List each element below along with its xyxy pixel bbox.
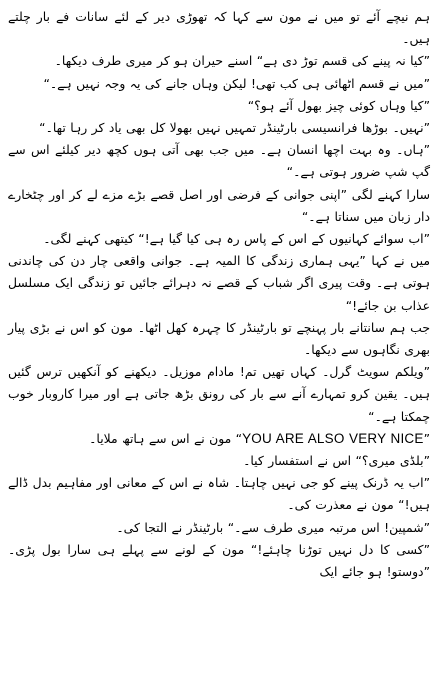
paragraph-2: ”کیا نہ پینے کی قسم توڑ دی ہے“ اسنے حیران ہو کر میری طرف دیکھا۔ <box>54 53 430 69</box>
paragraph-15: ”شمپین! اس مرتبہ میری طرف سے۔“ بارٹینڈر نے التجا کی۔ <box>116 519 430 535</box>
paragraph-7: سارا کہنے لگی ”اپنی جوانی کے فرضی اور اصل قصے بڑے مزے لے کر اور چٹخارے دار زبان میں سناتا ہے۔“ <box>8 186 430 224</box>
paragraph-11: ”ویلکم سویٹ گرل۔ کہاں تھیں تم! مادام موزیل۔ دیکھنے کو آنکھیں ترس گئیں ہیں۔ یقین کرو تمہارے آنے سے بار کی رونق بڑھ جاتی ہے اور میرا کاروبار خوب چمکتا ہے۔“ <box>8 364 430 424</box>
paragraph-1: ہم نیچے آئے تو میں نے مون سے کہا کہ تھوڑی دیر کے لئے سانات فے بار چلتے ہیں۔ <box>8 9 430 47</box>
paragraph-8: ”اب سوائے کہانیوں کے اس کے پاس رہ ہی کیا گیا ہے!“ کیتھی کہنے لگی۔ <box>43 231 430 247</box>
quote-open: ” <box>423 430 430 446</box>
paragraph-12 <box>8 428 430 450</box>
paragraph-10: جب ہم سانتانے بار پہنچے تو بارٹینڈر کا چہرہ کھل اٹھا۔ مون کو اس نے بڑی پیار بھری نگاہوں سے دیکھا۔ <box>8 319 430 358</box>
paragraph-3: ”میں نے قسم اٹھائی ہی کب تھی! لیکن وہاں جانے کی یہ وجہ نہیں ہے۔“ <box>43 75 430 91</box>
paragraph-14: ”اب یہ ڈرنک پینے کو جی نہیں چاہتا۔ شاہ نے اس کے معانی اور مفاہیم بدل ڈالے ہیں!“ مون نے معذرت کی۔ <box>8 475 430 513</box>
paragraph-4: ”کیا وہاں کوئی چیز بھول آئے ہو؟“ <box>247 97 430 113</box>
paragraph-16: ”کسی کا دل نہیں توڑنا چاہئے!“ مون کے لونے سے پہلے ہی سارا بول پڑی۔ ”دوستو! ہو جائے ایک <box>8 541 430 580</box>
paragraph-12-rest: “ مون نے اس سے ہاتھ ملایا۔ <box>89 430 243 446</box>
paragraph-9: میں نے کہا ”یہی ہماری زندگی کا المیہ ہے۔ جوانی واقعی چار دن کی چاندنی ہوتی ہے۔ وقت پیری اگر شباب کے قصے نہ دہرائے جائیں تو زندگی ایک مسلسل عذاب بن جائے!“ <box>8 253 430 313</box>
paragraph-13: ”بلڈی میری؟“ اس نے استفسار کیا۔ <box>243 453 430 469</box>
paragraph-6: ”ہاں۔ وہ بہت اچھا انسان ہے۔ میں جب بھی آتی ہوں کچھ دیر کیلئے اس سے گپ شپ ضرور ہوتی ہے۔“ <box>8 142 430 180</box>
english-phrase: YOU ARE ALSO VERY NICE <box>242 430 424 446</box>
paragraph-5: ”نہیں۔ بوڑھا فرانسیسی بارٹینڈر تمہیں نہیں بھولا کل بھی یاد کر رہا تھا۔“ <box>39 120 430 136</box>
